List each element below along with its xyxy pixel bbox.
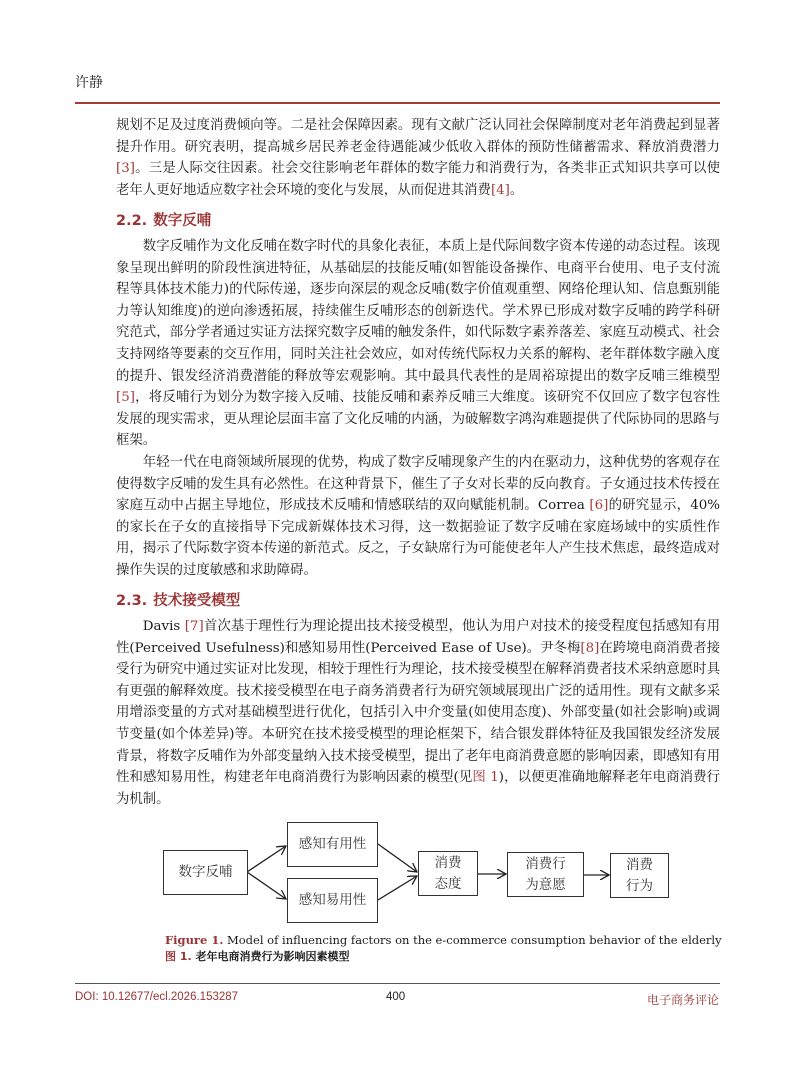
node-label: 感知有用性 bbox=[298, 836, 367, 852]
paragraph-text: 的研究显示，40%的家长在子女的直接指导下完成新媒体技术习得，这一数据验证了数字反哺在家庭场域中的实质性作用，揭示了代际数字资本传递的新范式。反之，子女缺席行为可能使老年人产生技术焦虑，最终造成对操作失误的过度敏感和求助障碍。 bbox=[116, 498, 720, 578]
citation-link-5[interactable]: [5] bbox=[116, 390, 135, 406]
section-title: 数字反哺 bbox=[153, 213, 212, 229]
citation-link-3[interactable]: [3] bbox=[116, 161, 135, 177]
citation-link-4[interactable]: [4] bbox=[490, 182, 510, 198]
paragraph-text: 首次基于理性行为理论提出技术接受模型，他认为用户对技术的接受程度包括感知有用性(Perceived Usefulness)和感知易用性(Perceived Ease of Use)。尹冬梅 bbox=[116, 619, 721, 656]
caption-text: 老年电商消费行为影响因素模型 bbox=[191, 950, 350, 963]
node-consumption-intention bbox=[507, 852, 584, 897]
paragraph bbox=[116, 236, 720, 452]
paragraph-text: )，以便更准确地解释老年电商消费行为机制。 bbox=[116, 770, 720, 807]
citation-link-7[interactable]: [7] bbox=[184, 619, 204, 634]
figure-caption-english bbox=[165, 933, 722, 947]
node-label-line-2: 行为 bbox=[626, 877, 653, 894]
figure-1-link[interactable]: 图 1 bbox=[472, 770, 499, 786]
section-title: 技术接受模型 bbox=[153, 593, 241, 609]
citation-link-6[interactable]: [6] bbox=[589, 498, 609, 514]
paragraph-text: 年轻一代在电商领域所展现的优势，构成了数字反哺现象产生的内在驱动力，这种优势的客观存在使得数字反哺的发生具有必然性。在这种背景下，催生了子女对长辈的反向教育。子女通过技术传授在家庭互动中占据主导地位，形成技术反哺和情感联结的双向赋能机制。Correa bbox=[116, 454, 720, 514]
node-label-line-1: 消费行 bbox=[525, 855, 566, 872]
paragraph-text: 在跨境电商消费者接受行为研究中通过实证对比发现，相较于理性行为理论，技术接受模型在解释消费者技术采纳意愿时具有更强的解释效度。技术接受模型在电子商务消费者行为研究领域展现出广泛的适用性。现有文献多采用增添变量的方式对基础模型进行优化，包括引入中介变量(如使用态度)、外部变量(如社会影响)或调节变量(如个体差异)等。本研究在技术接受模型的理论框架下，结合银发群体特征及我国银发经济发展背景，将数字反哺作为外部变量纳入技术接受模型，提出了老年电商消费意愿的影响因素，即感知有用性和感知易用性，构建老年电商消费行为影响因素的模型(见 bbox=[116, 640, 720, 786]
node-consumption-attitude bbox=[418, 851, 478, 896]
node-label-line-1: 消费 bbox=[434, 854, 462, 871]
arrow-ease-to-attitude bbox=[378, 876, 417, 900]
node-perceived-usefulness bbox=[287, 822, 378, 867]
citation-link-8[interactable]: [8] bbox=[580, 640, 600, 656]
intro-text-2: 。三是人际交往因素。社会交往影响老年群体的数字能力和消费行为，各类非正式知识共享可以使老年人更好地适应数字社会环境的变化与发展，从而促进其消费 bbox=[116, 161, 720, 198]
node-label: 数字反哺 bbox=[178, 864, 233, 880]
header-rule bbox=[75, 102, 720, 104]
caption-label: 图 1. bbox=[165, 950, 192, 963]
node-perceived-ease-of-use bbox=[287, 878, 378, 923]
paragraph-text: 数字反哺作为文化反哺在数字时代的具象化表征，本质上是代际间数字资本传递的动态过程。该现象呈现出鲜明的阶段性演进特征，从基础层的技能反哺(如智能设备操作、电商平台使用、电子支付流程等具体技术能力)的代际传递，逐步向深层的观念反哺(数字价值观重塑、网络伦理认知、信息甄别能力等认知维度)的逆向渗透拓展，持续催生反哺形态的创新迭代。学术界已形成对数字反哺的跨学科研究范式，部分学者通过实证方法探究数字反哺的触发条件，如代际数字素养落差、家庭互动模式、社会支持网络等要素的交互作用，同时关注社会效应，如对传统代际权力关系的解构、老年群体数字融入度的提升、银发经济消费潜能的释放等宏观影响。其中最具代表性的是周裕琼提出的数字反哺三维模型 bbox=[116, 239, 720, 384]
section-heading-2-2 bbox=[116, 209, 211, 230]
node-label-line-1: 消费 bbox=[626, 856, 653, 873]
figure-caption-chinese bbox=[165, 948, 350, 964]
intro-paragraph bbox=[116, 115, 720, 201]
caption-text: Model of influencing factors on the e-commerce consumption behavior of the elderly bbox=[223, 933, 722, 947]
footer-doi-link[interactable]: DOI: 10.12677/ecl.2026.153287 bbox=[75, 991, 239, 1003]
node-consumption-behavior bbox=[610, 853, 669, 898]
paragraph bbox=[116, 616, 720, 810]
footer-rule bbox=[75, 983, 720, 984]
section-2-3-body bbox=[116, 616, 720, 810]
arrow-feedback-to-ease bbox=[247, 872, 286, 899]
paragraph-text: ，将反哺行为划分为数字接入反哺、技能反哺和素养反哺三大维度。该研究不仅回应了数字包容性发展的现实需求，更从理论层面丰富了文化反哺的内涵，为破解数字鸿沟难题提供了代际协同的思路与框架。 bbox=[116, 390, 720, 449]
arrow-usefulness-to-attitude bbox=[378, 844, 417, 872]
intro-text-1: 规划不足及过度消费倾向等。二是社会保障因素。现有文献广泛认同社会保障制度对老年消费起到显著提升作用。研究表明，提高城乡居民养老金待遇能减少低收入群体的预防性储蓄需求、释放消费潜力 bbox=[116, 118, 720, 155]
caption-label: Figure 1. bbox=[165, 933, 224, 947]
footer-page-number: 400 bbox=[386, 991, 406, 1003]
arrow-feedback-to-usefulness bbox=[247, 846, 286, 872]
intro-text-3: 。 bbox=[509, 182, 524, 198]
node-digital-feedback bbox=[163, 850, 248, 895]
paragraph bbox=[116, 452, 720, 582]
footer-journal-name: 电子商务评论 bbox=[646, 993, 719, 1007]
section-number: 2.2. bbox=[116, 213, 148, 229]
node-label-line-2: 为意愿 bbox=[525, 876, 566, 893]
running-header-author: 许静 bbox=[75, 75, 103, 91]
node-label: 感知易用性 bbox=[298, 892, 367, 908]
section-number: 2.3. bbox=[116, 593, 148, 609]
section-2-2-body bbox=[116, 236, 720, 582]
section-heading-2-3 bbox=[116, 589, 240, 610]
node-label-line-2: 态度 bbox=[434, 875, 462, 892]
paragraph-text: Davis bbox=[142, 619, 185, 634]
